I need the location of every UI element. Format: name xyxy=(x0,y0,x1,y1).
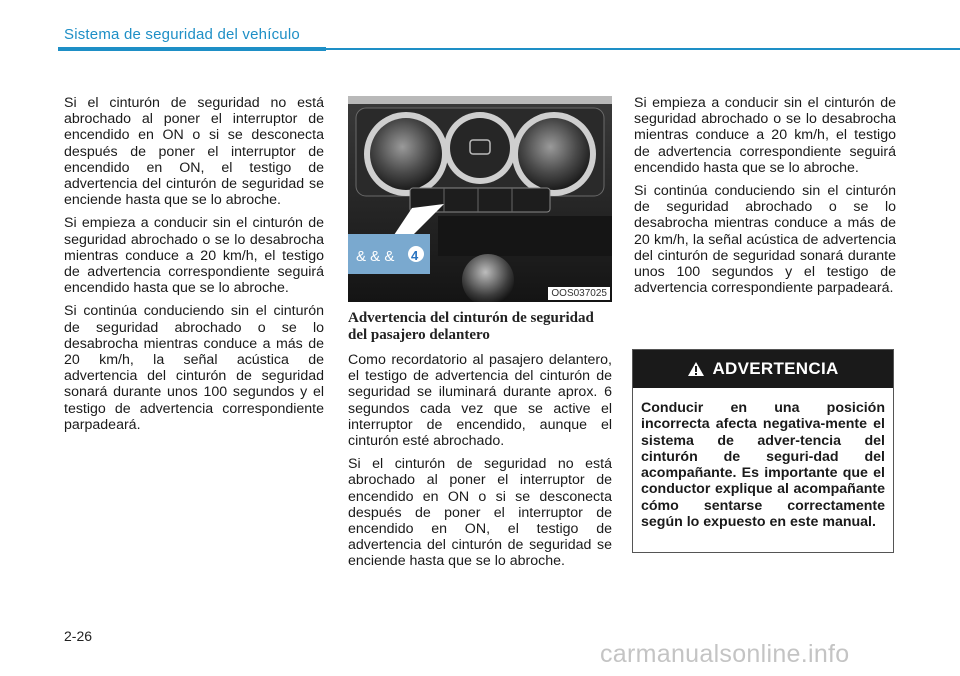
paragraph: Si continúa conduciendo sin el cinturón de seguridad abrochado o se lo desabrocha mientras conduce a más de 20 km/h, la señal acústica de advertencia del cinturón de seguridad sonará durante unos 100 segundos y el testigo de advertencia correspondiente parpadeará. xyxy=(634,183,896,297)
svg-text:& & &: & & & xyxy=(356,248,395,265)
warning-triangle-icon xyxy=(687,361,705,377)
warning-text: Conducir en una posición incorrecta afecta negativa-mente el sistema de adver-tencia del cinturón de seguri-dad del acompañante. Es importante que el conductor explique al acompañante cómo sentarse correctamente según lo expuesto en este manual. xyxy=(641,400,885,531)
paragraph: Si el cinturón de seguridad no está abrochado al poner el interruptor de encendido en ON o si se desconecta después de poner el interruptor de encendido en ON, el testigo de advertencia del cinturón de seguridad se enciende hasta que se lo abroche. xyxy=(348,456,612,570)
column-2 xyxy=(348,310,612,577)
paragraph: Si continúa conduciendo sin el cinturón de seguridad abrochado o se lo desabrocha mientras conduce a más de 20 km/h, la señal acústica de advertencia del cinturón de seguridad sonará durante unos 100 segundos y el testigo de advertencia correspondiente parpadeará. xyxy=(64,303,324,433)
header-rule-thin xyxy=(326,48,960,50)
dashboard-illustration xyxy=(348,96,612,302)
warning-title: ADVERTENCIA xyxy=(712,359,839,378)
svg-text:4: 4 xyxy=(411,248,419,263)
paragraph: Si empieza a conducir sin el cinturón de seguridad abrochado o se lo desabrocha mientras conduce a 20 km/h, el testigo de advertencia correspondiente seguirá encendido hasta que se lo abroche. xyxy=(64,215,324,297)
column-3 xyxy=(634,95,896,303)
warning-box xyxy=(632,349,894,553)
warning-header xyxy=(633,350,893,388)
paragraph: Si el cinturón de seguridad no está abrochado al poner el interruptor de encendido en ON o si se desconecta después de poner el interruptor de encendido en ON, el testigo de advertencia del cinturón de seguridad se enciende hasta que se lo abroche. xyxy=(64,95,324,209)
figure-code: OOS037025 xyxy=(548,287,610,300)
header-rule-thick xyxy=(58,47,326,51)
section-heading: Advertencia del cinturón de seguridad del pasajero delantero xyxy=(348,310,594,343)
column-1 xyxy=(64,95,324,440)
dashboard-photo xyxy=(348,96,612,302)
paragraph: Como recordatorio al pasajero delantero, el testigo de advertencia del cinturón de seguridad se iluminará durante aprox. 6 segundos cada vez que se active el interruptor de encendido, aunque el cinturón esté abrochado. xyxy=(348,352,612,450)
section-title: Sistema de seguridad del vehículo xyxy=(64,26,300,43)
paragraph: Si empieza a conducir sin el cinturón de seguridad abrochado o se lo desabrocha mientras conduce a 20 km/h, el testigo de advertencia correspondiente seguirá encendido hasta que se lo abroche. xyxy=(634,95,896,176)
watermark: carmanualsonline.info xyxy=(600,640,850,668)
page-number: 2-26 xyxy=(64,628,93,644)
